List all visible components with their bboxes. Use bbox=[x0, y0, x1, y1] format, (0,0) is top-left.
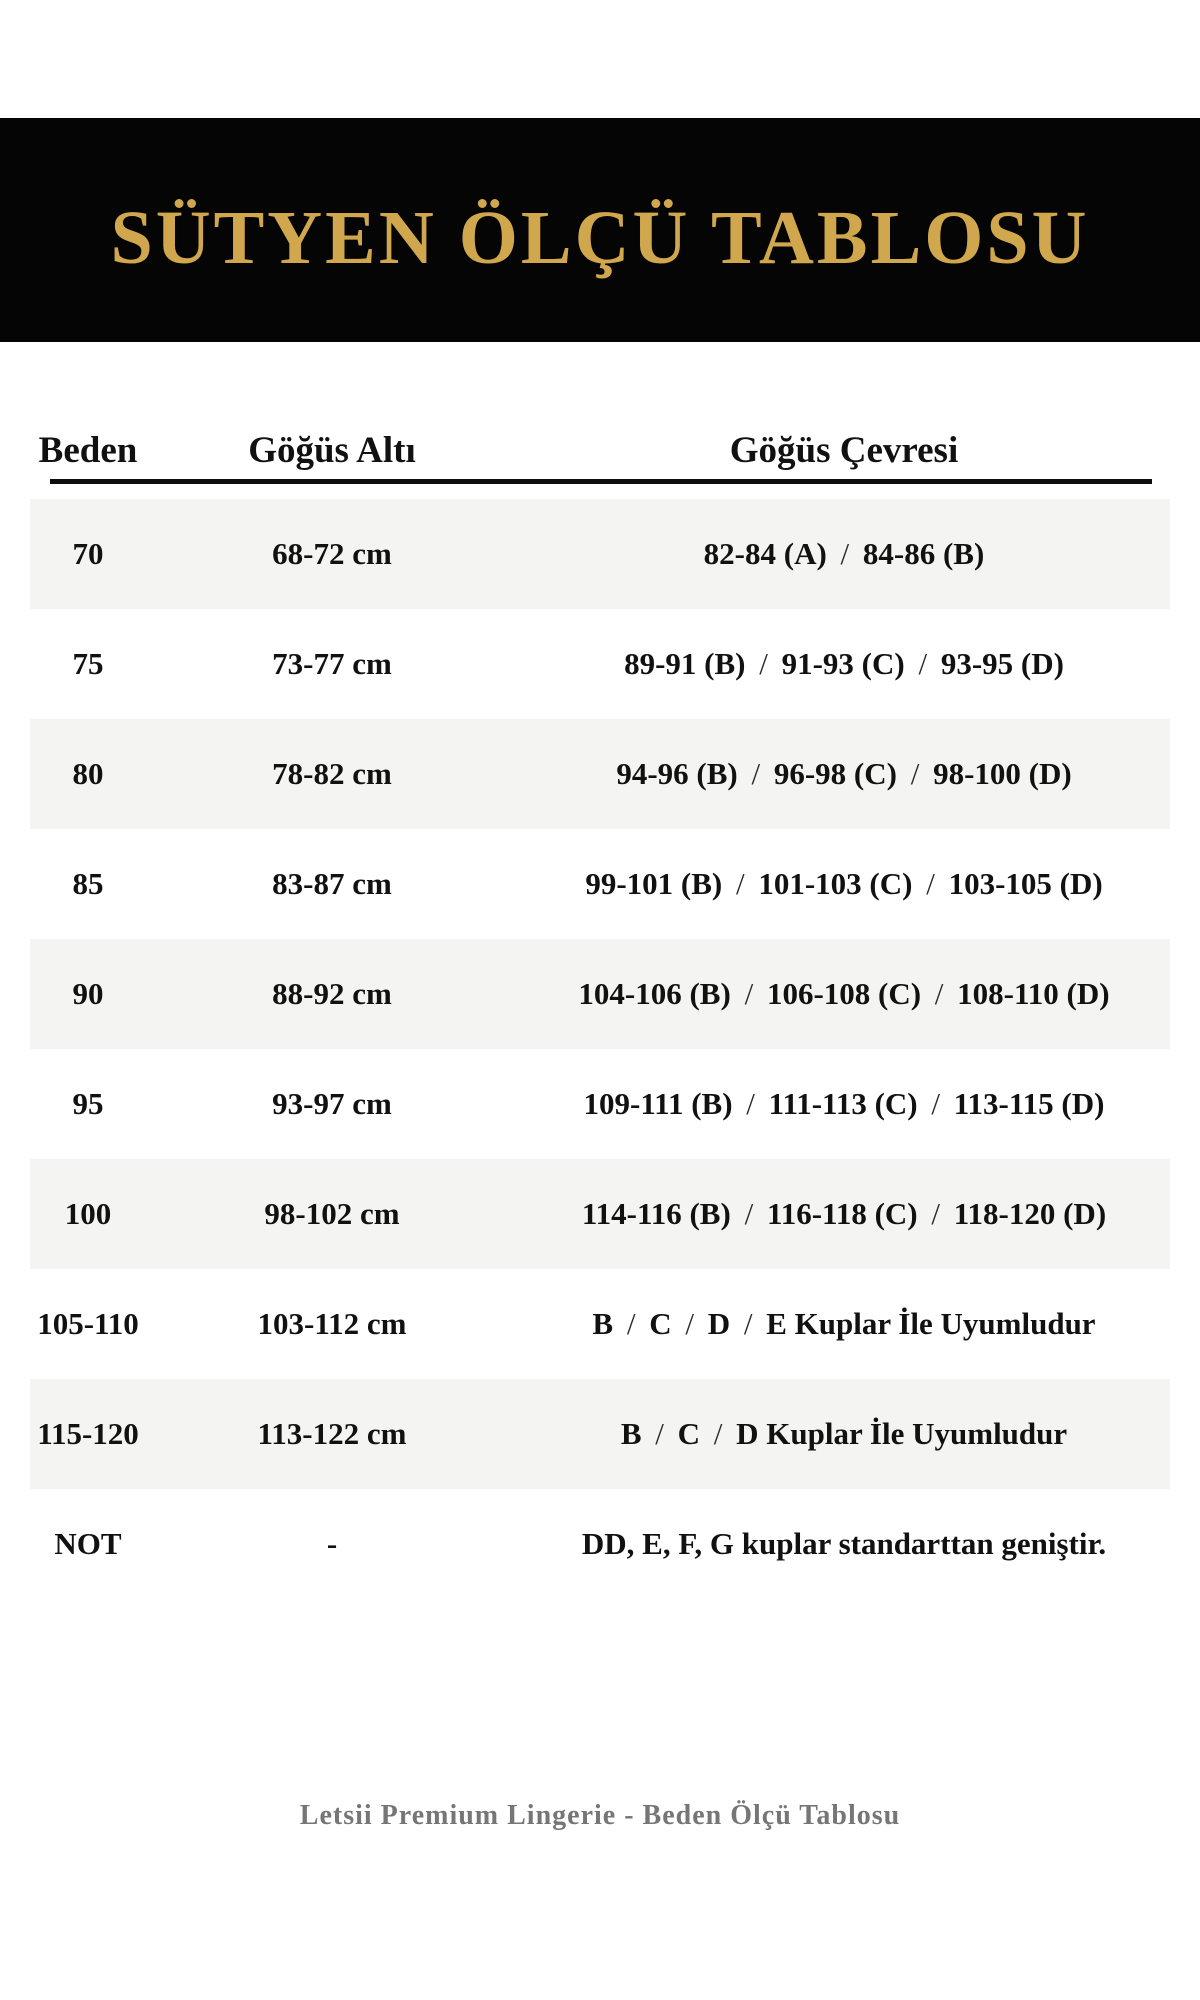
table-row bbox=[30, 719, 1170, 829]
underbust-cell: 88-92 cm bbox=[272, 975, 392, 1011]
bust-cell: 99-101 (B) / 101-103 (C) / 103-105 (D) bbox=[585, 865, 1103, 901]
table-row bbox=[30, 1269, 1170, 1379]
size-cell: 95 bbox=[72, 1085, 104, 1121]
bust-cell: 82-84 (A) / 84-86 (B) bbox=[703, 535, 985, 571]
table-row bbox=[30, 939, 1170, 1049]
underbust-cell: 98-102 cm bbox=[264, 1195, 400, 1231]
table-row bbox=[30, 609, 1170, 719]
bust-cell: 114-116 (B) / 116-118 (C) / 118-120 (D) bbox=[581, 1195, 1107, 1231]
bust-cell: 89-91 (B) / 91-93 (C) / 93-95 (D) bbox=[624, 645, 1064, 681]
table-row bbox=[30, 1379, 1170, 1489]
size-table bbox=[30, 430, 1170, 1599]
column-header-gogus-alti: Göğüs Altı bbox=[248, 430, 416, 471]
underbust-cell: 113-122 cm bbox=[257, 1415, 407, 1451]
table-row bbox=[30, 829, 1170, 939]
bust-cell: B / C / D Kuplar İle Uyumludur bbox=[620, 1415, 1068, 1451]
page-title: SÜTYEN ÖLÇÜ TABLOSU bbox=[110, 195, 1090, 280]
column-header-beden: Beden bbox=[38, 430, 138, 471]
note-text-cell: DD, E, F, G kuplar standarttan geniştir. bbox=[581, 1525, 1107, 1561]
table-row bbox=[30, 1159, 1170, 1269]
size-cell: 90 bbox=[72, 975, 104, 1011]
size-cell: 85 bbox=[72, 865, 104, 901]
table-row-note bbox=[30, 1489, 1170, 1599]
bust-cell: B / C / D / E Kuplar İle Uyumludur bbox=[592, 1305, 1096, 1341]
column-header-gogus-cevresi: Göğüs Çevresi bbox=[729, 430, 959, 471]
brand-band bbox=[0, 118, 1200, 342]
size-cell: 80 bbox=[72, 755, 104, 791]
size-cell: 70 bbox=[72, 535, 104, 571]
bust-cell: 109-111 (B) / 111-113 (C) / 113-115 (D) bbox=[583, 1085, 1105, 1121]
size-cell: 115-120 bbox=[37, 1415, 139, 1451]
footer-caption: Letsii Premium Lingerie - Beden Ölçü Tablosu bbox=[299, 1800, 901, 1831]
underbust-cell: 78-82 cm bbox=[272, 755, 392, 791]
note-label-cell: NOT bbox=[54, 1525, 122, 1561]
bust-cell: 104-106 (B) / 106-108 (C) / 108-110 (D) bbox=[578, 975, 1110, 1011]
size-cell: 105-110 bbox=[37, 1305, 139, 1341]
underbust-cell: 103-112 cm bbox=[257, 1305, 407, 1341]
table-body bbox=[30, 499, 1170, 1599]
table-header-row bbox=[30, 430, 1170, 473]
header-divider bbox=[50, 479, 1152, 484]
underbust-cell: 93-97 cm bbox=[272, 1085, 392, 1121]
table-row bbox=[30, 499, 1170, 609]
underbust-cell: 83-87 cm bbox=[272, 865, 392, 901]
size-cell: 75 bbox=[72, 645, 104, 681]
bust-cell: 94-96 (B) / 96-98 (C) / 98-100 (D) bbox=[616, 755, 1072, 791]
underbust-cell: 73-77 cm bbox=[272, 645, 392, 681]
note-dash-cell: - bbox=[326, 1525, 338, 1561]
size-cell: 100 bbox=[64, 1195, 112, 1231]
underbust-cell: 68-72 cm bbox=[272, 535, 392, 571]
table-row bbox=[30, 1049, 1170, 1159]
